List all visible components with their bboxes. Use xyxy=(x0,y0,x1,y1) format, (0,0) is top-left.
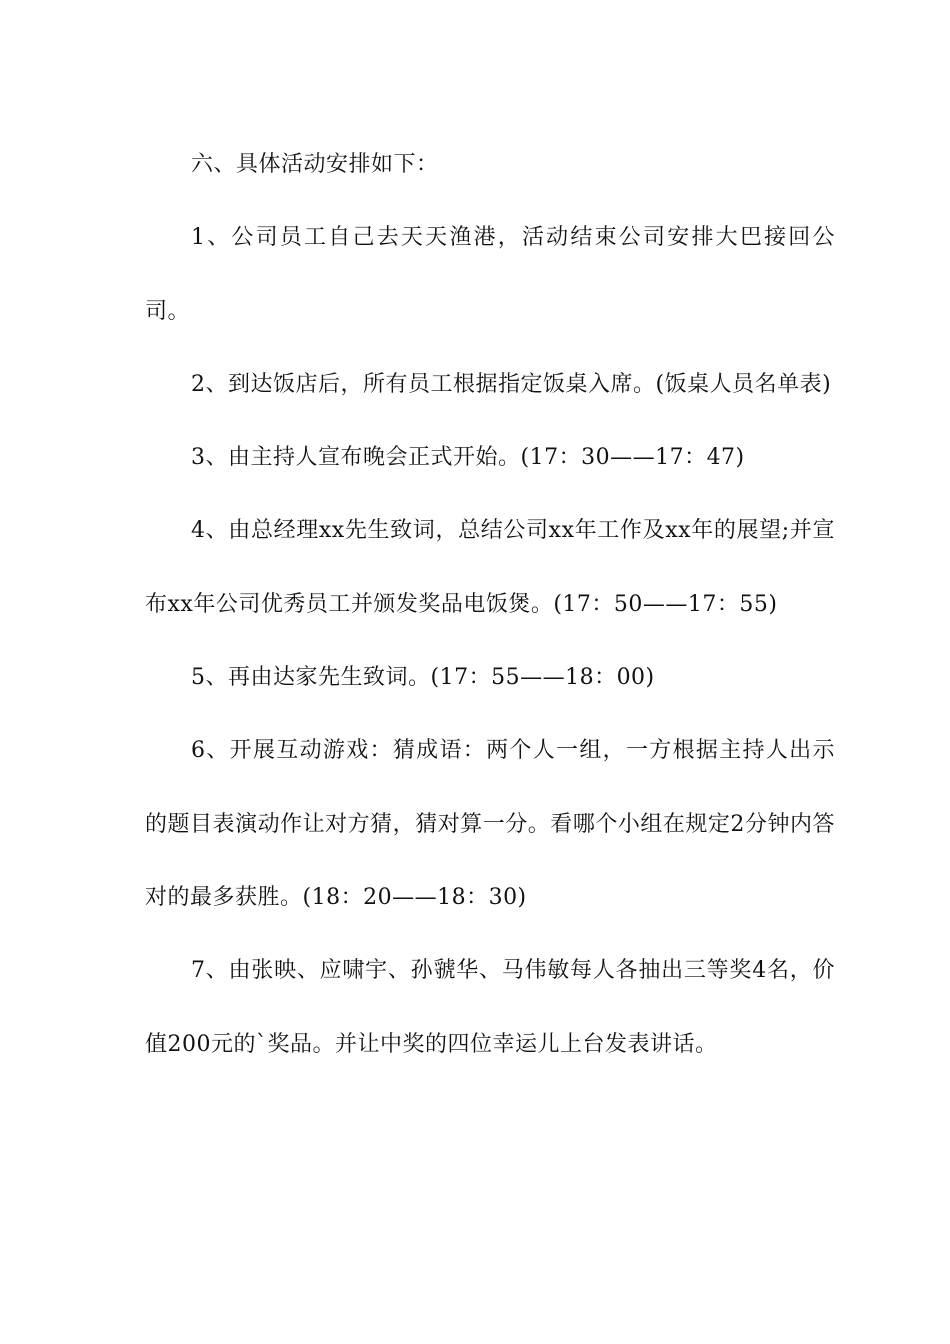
paragraph-item-4: 4、由总经理xx先生致词，总结公司xx年工作及xx年的展望;并宣布xx年公司优秀员工并颁发奖品电饭煲。(17：50——17：55) xyxy=(145,518,835,617)
document-body xyxy=(145,128,835,1081)
paragraph-item-5: 5、再由达家先生致词。(17：55——18：00) xyxy=(191,665,655,691)
paragraph-item-7: 7、由张映、应啸宇、孙虢华、马伟敏每人各抽出三等奖4名，价值200元的`奖品。并让中奖的四位幸运儿上台发表讲话。 xyxy=(145,958,835,1057)
paragraph-item-6: 6、开展互动游戏：猜成语：两个人一组，一方根据主持人出示的题目表演动作让对方猜，猜对算一分。看哪个小组在规定2分钟内答对的最多获胜。(18：20——18：30) xyxy=(145,738,835,910)
paragraph-item-2: 2、到达饭店后，所有员工根据指定饭桌入席。(饭桌人员名单表) xyxy=(191,371,832,397)
paragraph-item-1: 1、公司员工自己去天天渔港，活动结束公司安排大巴接回公司。 xyxy=(145,225,835,324)
section-heading: 六、具体活动安排如下： xyxy=(191,152,439,177)
paragraph-item-3: 3、由主持人宣布晚会正式开始。(17：30——17：47) xyxy=(191,445,745,471)
